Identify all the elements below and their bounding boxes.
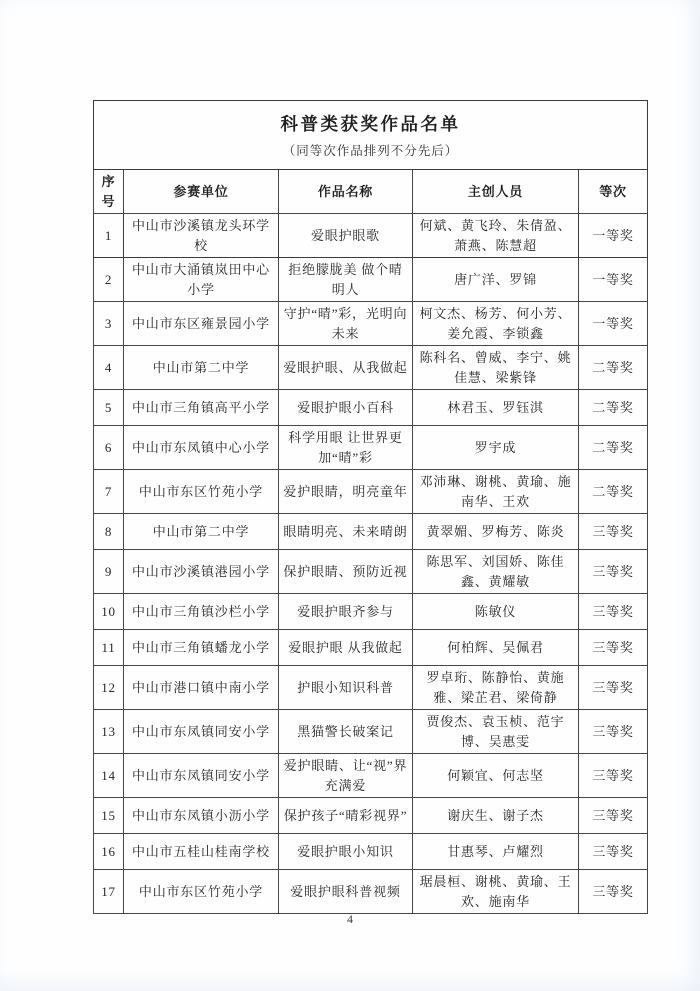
cell-no: 16 <box>94 834 124 870</box>
cell-no: 4 <box>94 346 124 390</box>
cell-rank: 三等奖 <box>579 834 648 870</box>
cell-unit: 中山市东凤镇同安小学 <box>124 754 279 798</box>
table-row <box>94 754 648 798</box>
cell-rank: 三等奖 <box>579 594 648 630</box>
cell-rank: 二等奖 <box>579 390 648 426</box>
cell-unit: 中山市东凤镇中心小学 <box>124 426 279 470</box>
table-row <box>94 870 648 914</box>
table-title-row <box>94 101 648 170</box>
cell-no: 10 <box>94 594 124 630</box>
cell-creators: 罗宇成 <box>413 426 579 470</box>
cell-unit: 中山市东区竹苑小学 <box>124 470 279 514</box>
cell-creators: 何柏辉、吴佩君 <box>413 630 579 666</box>
column-header-no: 序号 <box>94 170 124 214</box>
cell-creators: 邓沛琳、谢桃、黄瑜、施南华、王欢 <box>413 470 579 514</box>
table-subtitle: （同等次作品排列不分先后） <box>282 144 459 159</box>
table-row <box>94 426 648 470</box>
table-row <box>94 630 648 666</box>
cell-creators: 谢庆生、谢子杰 <box>413 798 579 834</box>
cell-creators: 琚晨桓、谢桃、黄瑜、王欢、施南华 <box>413 870 579 914</box>
awards-table <box>93 100 648 914</box>
cell-rank: 一等奖 <box>579 302 648 346</box>
cell-no: 13 <box>94 710 124 754</box>
cell-creators: 唐广洋、罗锦 <box>413 258 579 302</box>
cell-work: 爱护眼睛、让“视”界充满爱 <box>279 754 413 798</box>
cell-creators: 陈敏仪 <box>413 594 579 630</box>
cell-no: 14 <box>94 754 124 798</box>
cell-unit: 中山市沙溪镇龙头环学校 <box>124 214 279 258</box>
cell-unit: 中山市东凤镇同安小学 <box>124 710 279 754</box>
cell-no: 6 <box>94 426 124 470</box>
page-number: 4 <box>347 912 353 926</box>
cell-work: 守护“晴”彩，光明向未来 <box>279 302 413 346</box>
table-row <box>94 594 648 630</box>
cell-no: 15 <box>94 798 124 834</box>
cell-work: 护眼小知识科普 <box>279 666 413 710</box>
cell-unit: 中山市大涌镇岚田中心小学 <box>124 258 279 302</box>
cell-unit: 中山市三角镇沙栏小学 <box>124 594 279 630</box>
cell-rank: 二等奖 <box>579 346 648 390</box>
cell-no: 12 <box>94 666 124 710</box>
table-row <box>94 514 648 550</box>
table-header-row <box>94 170 648 214</box>
cell-rank: 三等奖 <box>579 514 648 550</box>
cell-work: 眼睛明亮、未来晴朗 <box>279 514 413 550</box>
cell-no: 1 <box>94 214 124 258</box>
table-row <box>94 258 648 302</box>
cell-no: 9 <box>94 550 124 594</box>
cell-unit: 中山市沙溪镇港园小学 <box>124 550 279 594</box>
table-row <box>94 710 648 754</box>
cell-unit: 中山市东区竹苑小学 <box>124 870 279 914</box>
cell-work: 保护孩子“晴彩视界” <box>279 798 413 834</box>
cell-unit: 中山市第二中学 <box>124 346 279 390</box>
cell-no: 8 <box>94 514 124 550</box>
cell-unit: 中山市港口镇中南小学 <box>124 666 279 710</box>
cell-work: 爱眼护眼、从我做起 <box>279 346 413 390</box>
cell-unit: 中山市东凤镇小沥小学 <box>124 798 279 834</box>
cell-creators: 何斌、黄飞玲、朱倩盈、萧燕、陈慧超 <box>413 214 579 258</box>
cell-rank: 三等奖 <box>579 666 648 710</box>
cell-creators: 陈科名、曾威、李宁、姚佳慧、梁紫锋 <box>413 346 579 390</box>
cell-no: 5 <box>94 390 124 426</box>
cell-work: 爱眼护眼科普视频 <box>279 870 413 914</box>
cell-unit: 中山市三角镇高平小学 <box>124 390 279 426</box>
cell-creators: 贾俊杰、袁玉桢、范宇博、吴惠雯 <box>413 710 579 754</box>
cell-work: 科学用眼 让世界更加“晴”彩 <box>279 426 413 470</box>
cell-creators: 陈思军、刘国娇、陈佳鑫、黄耀敏 <box>413 550 579 594</box>
table-row <box>94 390 648 426</box>
cell-work: 爱护眼睛，明亮童年 <box>279 470 413 514</box>
column-header-rank: 等次 <box>579 170 648 214</box>
cell-creators: 甘惠琴、卢耀烈 <box>413 834 579 870</box>
cell-unit: 中山市三角镇蟠龙小学 <box>124 630 279 666</box>
cell-work: 爱眼护眼小百科 <box>279 390 413 426</box>
cell-unit: 中山市东区雍景园小学 <box>124 302 279 346</box>
cell-unit: 中山市第二中学 <box>124 514 279 550</box>
cell-work: 黑猫警长破案记 <box>279 710 413 754</box>
table-row <box>94 214 648 258</box>
column-header-creators: 主创人员 <box>413 170 579 214</box>
table-row <box>94 470 648 514</box>
cell-rank: 二等奖 <box>579 426 648 470</box>
table-row <box>94 834 648 870</box>
table-title-cell <box>94 101 648 170</box>
table-row <box>94 550 648 594</box>
cell-no: 17 <box>94 870 124 914</box>
cell-work: 爱眼护眼小知识 <box>279 834 413 870</box>
cell-no: 3 <box>94 302 124 346</box>
cell-no: 11 <box>94 630 124 666</box>
cell-work: 爱眼护眼齐参与 <box>279 594 413 630</box>
cell-no: 7 <box>94 470 124 514</box>
cell-rank: 一等奖 <box>579 258 648 302</box>
cell-rank: 三等奖 <box>579 754 648 798</box>
table-row <box>94 666 648 710</box>
column-header-unit: 参赛单位 <box>124 170 279 214</box>
cell-work: 爱眼护眼 从我做起 <box>279 630 413 666</box>
cell-creators: 罗卓珩、陈静怡、黄施雅、梁芷君、梁倚静 <box>413 666 579 710</box>
column-header-work: 作品名称 <box>279 170 413 214</box>
cell-creators: 黄翠媚、罗梅芳、陈炎 <box>413 514 579 550</box>
cell-creators: 林君玉、罗钰淇 <box>413 390 579 426</box>
table-title: 科普类获奖作品名单 <box>280 114 461 134</box>
cell-unit: 中山市五桂山桂南学校 <box>124 834 279 870</box>
cell-rank: 三等奖 <box>579 710 648 754</box>
cell-work: 保护眼睛、预防近视 <box>279 550 413 594</box>
cell-work: 拒绝朦胧美 做个晴明人 <box>279 258 413 302</box>
table-row <box>94 346 648 390</box>
cell-work: 爱眼护眼歌 <box>279 214 413 258</box>
cell-rank: 三等奖 <box>579 550 648 594</box>
table-row <box>94 798 648 834</box>
cell-rank: 三等奖 <box>579 870 648 914</box>
cell-rank: 一等奖 <box>579 214 648 258</box>
table-row <box>94 302 648 346</box>
cell-creators: 柯文杰、杨芳、何小芳、姜允霞、李锁鑫 <box>413 302 579 346</box>
cell-creators: 何颖宜、何志坚 <box>413 754 579 798</box>
cell-rank: 三等奖 <box>579 798 648 834</box>
cell-no: 2 <box>94 258 124 302</box>
cell-rank: 三等奖 <box>579 630 648 666</box>
cell-rank: 二等奖 <box>579 470 648 514</box>
